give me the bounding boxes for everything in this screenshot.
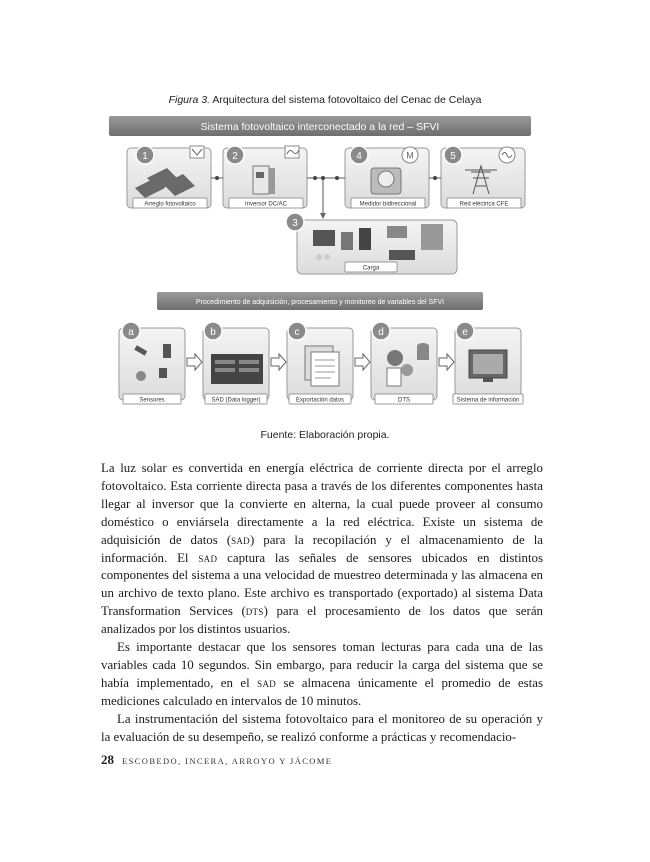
node-label: Arreglo fotovoltaico bbox=[144, 201, 196, 208]
node-number: 5 bbox=[450, 151, 456, 162]
node-number: 4 bbox=[356, 151, 362, 162]
node-label: Carga bbox=[362, 265, 380, 272]
node-letter: c bbox=[294, 327, 300, 338]
node-label: DTS bbox=[398, 397, 410, 404]
running-authors: ESCOBEDO, INCERA, ARROYO Y JÁCOME bbox=[122, 756, 333, 766]
architecture-diagram bbox=[105, 114, 535, 414]
node-data-logger bbox=[203, 322, 269, 404]
caption-prefix: Figura 3. bbox=[168, 94, 211, 106]
figure-caption bbox=[0, 94, 650, 106]
caption-text: Arquitectura del sistema fotovoltaico del Cenac de Celaya bbox=[210, 94, 482, 106]
node-letter: d bbox=[378, 327, 384, 338]
node-label: Sistema de información bbox=[456, 397, 520, 404]
svg-text:M: M bbox=[406, 150, 414, 161]
paragraph-3: La instrumentación del sistema fotovoltaico para el monitoreo de su operación y la evaluación de su desempeño, se realizó conforme a prácticas y recomendacio- bbox=[101, 711, 543, 744]
node-info-system bbox=[453, 322, 523, 404]
page-footer bbox=[101, 752, 332, 768]
node-number: 1 bbox=[142, 151, 148, 162]
node-label: Sensores bbox=[139, 397, 165, 404]
node-letter: e bbox=[462, 327, 468, 338]
inverter-icon bbox=[253, 166, 275, 194]
body-text bbox=[101, 460, 543, 747]
node-label: Inversor DC/AC bbox=[244, 201, 288, 208]
node-label: SAD (Data logger) bbox=[211, 397, 261, 404]
node-letter: b bbox=[210, 327, 216, 338]
document-icon bbox=[305, 346, 339, 386]
top-title: Sistema fotovoltaico interconectado a la red – SFVI bbox=[200, 121, 440, 133]
node-grid bbox=[441, 146, 525, 208]
node-number: 2 bbox=[232, 151, 238, 162]
node-sensors bbox=[119, 322, 185, 404]
paragraph-1: La luz solar es convertida en energía eléctrica de corriente directa por el arreglo fotovoltaico. Esta corriente directa pasa a través de los diferentes componentes hasta llegar al inversor que la convierte en alterna, la cual puede proveer al consumo doméstico o enviársela directamente a la red eléctrica. Existe un sistema de adquisición de datos (sad) para la recopilación y el almacenamiento de la información. El sad captura las señales de sensores ubicados en distintos componentes del sistema a una velocidad de muestreo determinada y las almacena en un archivo de texto plano. Este archivo es transportado (exportado) al sistema Data Transformation Services (dts) para el procesamiento de los datos que serán analizados por los distintos usuarios. bbox=[101, 461, 544, 637]
node-export bbox=[287, 322, 353, 404]
paragraph-2: Es importante destacar que los sensores toman lecturas para cada una de las variables cada 10 segundos. Sin embargo, para reducir la carga del sistema que se había implementado, en el sad se almacena únicamente el promedio de estas mediciones calculado en intervalos de 10 minutos. bbox=[101, 640, 543, 708]
node-pv-array bbox=[127, 146, 211, 208]
node-dts bbox=[371, 322, 437, 404]
monitor-icon bbox=[469, 350, 507, 382]
node-label: Medidor bidireccional bbox=[359, 201, 417, 208]
node-meter bbox=[345, 146, 429, 208]
node-label: Exportación datos bbox=[295, 397, 345, 404]
node-load bbox=[286, 213, 457, 274]
bottom-title: Procedimiento de adquisición, procesamiento y monitoreo de variables del SFVI bbox=[195, 299, 445, 306]
node-number: 3 bbox=[292, 218, 298, 229]
page-number: 28 bbox=[101, 752, 114, 767]
node-label: Red eléctrica CFE bbox=[459, 201, 509, 208]
node-inverter bbox=[223, 146, 307, 208]
meter-icon bbox=[371, 168, 401, 194]
node-letter: a bbox=[128, 327, 134, 338]
figure-source: Fuente: Elaboración propia. bbox=[260, 429, 390, 441]
data-logger-icon bbox=[211, 354, 263, 384]
